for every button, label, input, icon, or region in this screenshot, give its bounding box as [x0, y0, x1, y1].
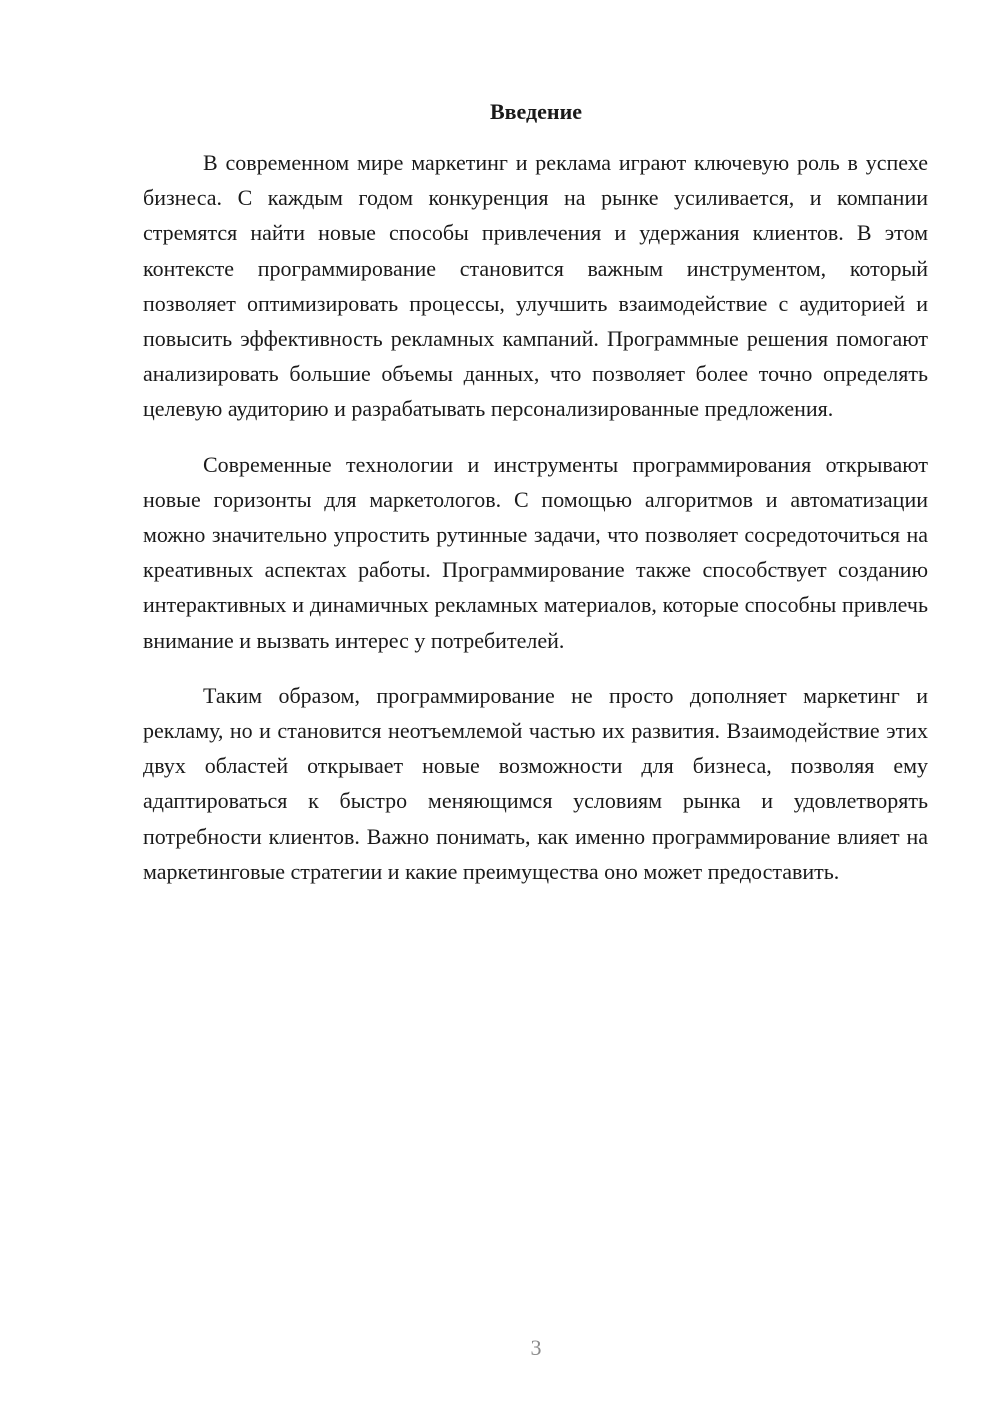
body-text	[143, 145, 928, 889]
paragraph-2: Современные технологии и инструменты программирования открывают новые горизонты для маркетологов. С помощью алгоритмов и автоматизации можно значительно упростить рутинные задачи, что позволяет сосредоточиться на креативных аспектах работы. Программирование также способствует созданию интерактивных и динамичных рекламных материалов, которые способны привлечь внимание и вызвать интерес у потребителей.	[143, 451, 928, 653]
page-number: 3	[530, 1335, 542, 1360]
paragraph-3: Таким образом, программирование не просто дополняет маркетинг и рекламу, но и становится неотъемлемой частью их развития. Взаимодействие этих двух областей открывает новые возможности для бизнеса, позволяя ему адаптироваться к быстро меняющимся условиям рынка и удовлетворять потребности клиентов. Важно понимать, как именно программирование влияет на маркетинговые стратегии и какие преимущества оно может предоставить.	[143, 682, 928, 884]
paragraph-1: В современном мире маркетинг и реклама играют ключевую роль в успехе бизнеса. С каждым годом конкуренция на рынке усиливается, и компании стремятся найти новые способы привлечения и удержания клиентов. В этом контексте программирование становится важным инструментом, который позволяет оптимизировать процессы, улучшить взаимодействие с аудиторией и повысить эффективность рекламных кампаний. Программные решения помогают анализировать большие объемы данных, что позволяет более точно определять целевую аудиторию и разрабатывать персонализированные предложения.	[143, 150, 928, 422]
section-heading: Введение	[489, 99, 583, 124]
